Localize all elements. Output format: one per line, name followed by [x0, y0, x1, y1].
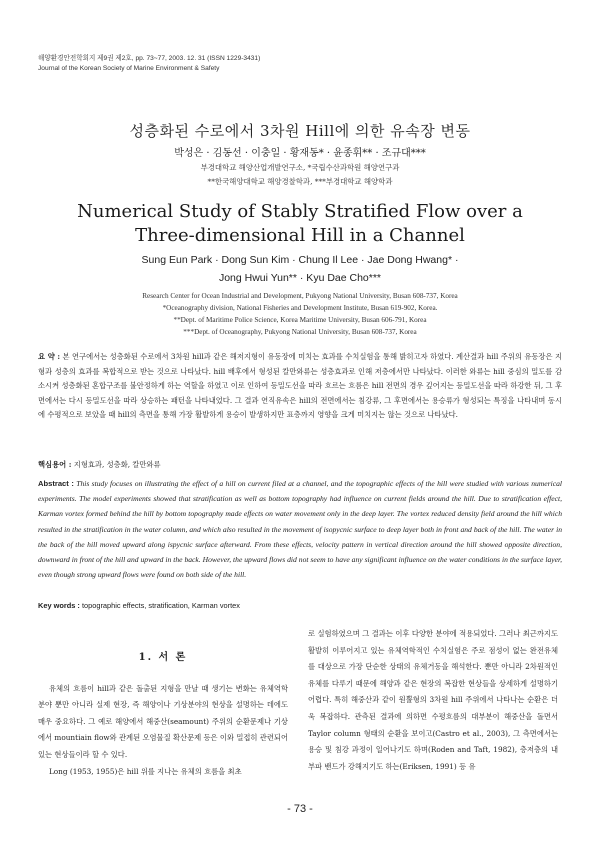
body-column-left [38, 622, 288, 780]
english-affiliation-4: ***Dept. of Oceanography, Pukyong National University, Busan 608-737, Korea [183, 328, 417, 336]
korean-abstract-label: 요 약 : [38, 352, 61, 361]
korean-abstract-text: 본 연구에서는 성층화된 수로에서 3차원 hill과 같은 해저지형이 유동장에 미치는 효과를 수치실험을 통해 밝히고자 하였다. 계산결과 hill 주위의 유동장은 지형과 성층의 효과를 복합적으로 받는 것으로 나타났다. hill 배후에서 형성된 칼만와류는 성층효과로 인해 저층에서만 나타났다. 이러한 와류는 hill 중심의 밀도를 감소시켜 성층화된 혼합구조를 불안정하게 하는 역할을 하였고 이로 인하여 등밀도선을 따라 흐르는 흐름은 hill 전면의 경우 깊어지는 등밀도선을 따라 하강한 뒤, 그 후면에서는 다시 등밀도선을 따라 상승하는 패턴을 나타내었다. 그 결과 연직유속은 hill의 전면에서는 침강류, 그 후면에서는 용승류가 형성되는 특징을 나타내며 동시에 수평적으로 보았을 때 hill의 측면을 통해 가장 활발하게 용승이 발생하지만 표층까지 영향을 크게 미치지는 않는 것으로 나타났다. [38, 352, 562, 420]
english-authors-line-2: Jong Hwui Yun** · Kyu Dae Cho*** [218, 272, 382, 284]
korean-title: 성층화된 수로에서 3차원 Hill에 의한 유속장 변동 [129, 122, 471, 140]
english-abstract [38, 476, 562, 582]
korean-abstract [38, 350, 562, 423]
journal-header [38, 54, 260, 74]
page-number: - 73 - [287, 803, 313, 815]
body-column-right [308, 626, 558, 775]
intro-paragraph-2: Long (1953, 1955)은 hill 위를 지나는 유체의 흐름을 최초 [48, 766, 242, 776]
english-abstract-label: Abstract : [38, 479, 74, 488]
korean-keywords-text: 지형효과, 성층화, 칼만와류 [73, 460, 161, 469]
korean-keywords [38, 460, 161, 470]
journal-citation-english: Journal of the Korean Society of Marine Environment & Safety [38, 65, 220, 72]
english-affiliation-3: **Dept. of Maritime Police Science, Korea Maritime University, Busan 606-791, Korea [173, 316, 427, 324]
korean-keywords-label: 핵심용어 : [38, 460, 72, 469]
english-title-line-2: Three-dimensional Hill in a Channel [135, 225, 465, 246]
intro-paragraph-continued: 로 실험하였으며 그 결과는 이후 다양한 분야에 적용되었다. 그러나 최근까지도 활발히 이루어지고 있는 유체역학적인 수치실험은 주로 점성이 없는 완전유체를 대상으로 가장 단순한 상태의 유체거동을 해석한다. 뿐만 아니라 2차원적인 유체를 다루기 때문에 해양과 같은 현장의 복잡한 현상들을 상세하게 설명하기 어렵다. 특히 해중산과 같이 원뿔형의 3차원 hill 주위에서 나타나는 순환은 더욱 복잡하다. 관측된 결과에 의하면 수평흐름의 대부분이 해중산을 돌면서 Taylor column 형태의 순환을 보이고(Castro et al., 2003), 그 측면에서는 용승 및 침강 과정이 일어나기도 하며(Roden and Taft, 1982), 층저층의 내부파 밴드가 강해지기도 하는(Eriksen, 1991) 등 유 [308, 629, 558, 771]
english-title-line-1: Numerical Study of Stably Stratified Flow over a [77, 201, 523, 222]
section-heading-introduction: 1. 서 론 [138, 652, 188, 663]
intro-paragraph-1: 유체의 흐름이 hill과 같은 돌출된 지형을 만날 때 생기는 변화는 유체역학분야 뿐만 아니라 실제 현장, 즉 해양이나 기상분야의 현상을 설명하는 데에도 매우 중요하다. 그 예로 해양에서 해중산(seamount) 주위의 순환문제나 기상에서 mountiain flow와 관계된 오염물질 확산문제 등은 이와 밀접히 관련되어 있는 현상들이라 할 수 있다. [38, 683, 288, 759]
english-keywords [38, 601, 240, 610]
english-abstract-text: This study focuses on illustrating the effect of a hill on current filed at a channel, and the topographic effects of the hill were studied with various numerical experiments. The model experiments showed that stratification as well as bottom topography had influence on current fields around the hill. Due to stratification effect, Karman vortex formed behind the hill by bottom topography made effects on water movement only in the deep layer. The vortex reduced density field around the hill which resulted in the stratification in the water column, and which also resulted in the movement of isopycnic surface to deep layer both in front and back of the hill. The water in the back of the hill moved upward along ispycnic surface afterward. From these effects, velocity pattern in vertical direction around the hill showed opposite direction, downward in front of the hill and upward in the back. However, the upward flows did not seem to have any significant influence on the water conditions in the surface layer, even though strong upward flows were found on both side of the hill. [38, 479, 562, 580]
english-keywords-label: Key words : [38, 601, 80, 610]
english-authors-line-1: Sung Eun Park · Dong Sun Kim · Chung Il Lee · Jae Dong Hwang* · [141, 254, 459, 266]
korean-affiliation-2: **한국해양대학교 해양경찰학과, ***부경대학교 해양학과 [207, 177, 393, 186]
korean-authors: 박성은 · 김동선 · 이충일 · 황재동* · 윤종휘** · 조규대*** [174, 148, 426, 159]
english-affiliation-2: *Oceanography division, National Fisheries and Development Institute, Busan 619-902, Korea. [162, 304, 438, 312]
english-keywords-text: topographic effects, stratification, Karman vortex [81, 601, 240, 610]
korean-affiliation-1: 부경대학교 해양산업개발연구소, *국립수산과학원 해양연구과 [200, 163, 400, 172]
english-affiliation-1: Research Center for Ocean Industrial and Development, Pukyong National University, Busan 608-737, Korea [142, 292, 458, 300]
journal-citation-korean: 해양환경안전학회지 제9권 제2호, pp. 73~77, 2003. 12. 31 (ISSN 1229-3431) [38, 55, 261, 62]
